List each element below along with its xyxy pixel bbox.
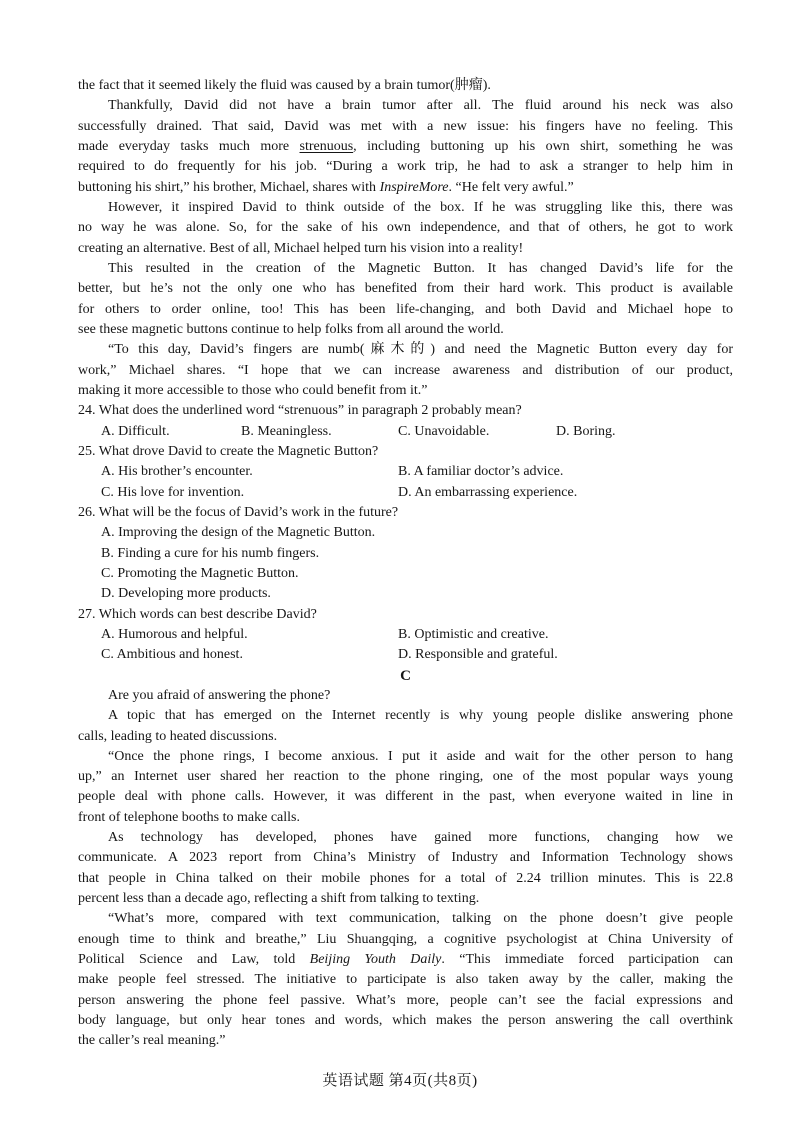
text-segment: Political Science and Law, told — [78, 952, 310, 968]
question-text: Which words can best describe David? — [98, 606, 317, 622]
text-line: that people in China talked on their mobile phones for a total of 2.24 trillion minutes. This is 22.8 — [78, 870, 733, 886]
text-line: communicate. A 2023 report from China’s Ministry of Industry and Information Technology shows — [78, 850, 733, 866]
text-line: A topic that has emerged on the Internet recently is why young people dislike answering phone — [108, 708, 733, 724]
option-b: B. Finding a cure for his numb fingers. — [101, 545, 320, 561]
paragraph — [78, 686, 733, 706]
passage-c — [78, 666, 733, 1052]
text-line: This resulted in the creation of the Magnetic Button. It has changed David’s life for the — [108, 260, 733, 276]
text-line: “What’s more, compared with text communication, talking on the phone doesn’t give people — [108, 911, 733, 927]
text-line: see these magnetic buttons continue to help folks from all around the world. — [78, 321, 504, 337]
question-stem — [78, 503, 733, 523]
page-footer: 英语试题 第4页(共8页) — [322, 1073, 478, 1089]
question-number: 27. — [78, 606, 96, 622]
text-line: people deal with phone calls. However, it was different in the past, when everyone waited in line in — [78, 789, 733, 805]
underlined-word: strenuous — [299, 138, 354, 154]
text-segment: , including buttoning up his own shirt, something he was — [353, 138, 733, 154]
option-d: D. Boring. — [556, 423, 616, 439]
question-number: 26. — [78, 504, 96, 520]
passage-b — [78, 76, 733, 401]
text-line: enough time to think and breathe,” Liu Shuangqing, a cognitive psychologist at China University of — [78, 931, 733, 947]
paragraph — [78, 340, 733, 401]
option-d: D. Responsible and grateful. — [398, 647, 558, 663]
text-line: person answering the phone feel passive. What’s more, people can’t see the facial expressions and — [78, 992, 733, 1008]
text-line: creating an alternative. Best of all, Michael helped turn his vision into a reality! — [78, 240, 524, 256]
question-27 — [78, 605, 733, 666]
text-line: better, but he’s not the only one who has benefited from their hard work. This product is available — [78, 281, 733, 297]
question-list — [78, 401, 733, 665]
text-line: Are you afraid of answering the phone? — [108, 687, 331, 703]
text-segment: made everyday tasks much more — [78, 138, 300, 154]
option-b: B. A familiar doctor’s advice. — [398, 464, 564, 480]
section-label: C — [400, 667, 411, 684]
text-line: As technology has developed, phones have gained more functions, changing how we — [108, 830, 733, 846]
paragraph — [78, 747, 733, 828]
question-stem — [78, 401, 733, 421]
option-a: A. His brother’s encounter. — [101, 464, 253, 480]
italic-source-name: InspireMore — [379, 179, 449, 195]
paragraph — [78, 76, 733, 96]
text-line: the caller’s real meaning.” — [78, 1033, 226, 1049]
text-line: “Once the phone rings, I become anxious. I put it aside and wait for the other person to hang — [108, 748, 733, 764]
question-text: What drove David to create the Magnetic Button? — [98, 443, 379, 459]
italic-source-name: Beijing Youth Daily — [309, 952, 442, 968]
text-segment: buttoning his shirt,” his brother, Michael, shares with — [78, 179, 380, 195]
paragraph — [78, 909, 733, 1051]
question-stem — [78, 442, 733, 462]
option-b: B. Meaningless. — [241, 423, 332, 439]
option-c: C. Promoting the Magnetic Button. — [101, 565, 299, 581]
question-26 — [78, 503, 733, 605]
option-d: D. An embarrassing experience. — [398, 484, 578, 500]
question-24 — [78, 401, 733, 442]
text-segment: . “He felt very awful.” — [448, 179, 574, 195]
text-line: However, it inspired David to think outside of the box. If he was struggling like this, there was — [108, 199, 733, 215]
paragraph — [78, 259, 733, 340]
option-c: C. Ambitious and honest. — [101, 647, 243, 663]
text-line: required to do frequently for his job. “During a work trip, he had to ask a stranger to help him in — [78, 159, 733, 175]
text-line: successfully drained. That said, David was met with a new issue: his fingers have no feeling. This — [78, 118, 733, 134]
options-row — [78, 645, 733, 665]
text-line: no way he was alone. So, for the sake of his own independence, and that of others, he got to work — [78, 220, 733, 236]
text-line: the fact that it seemed likely the fluid was caused by a brain tumor(肿瘤). — [78, 78, 491, 93]
option-c: C. His love for invention. — [101, 484, 245, 500]
question-text: What will be the focus of David’s work in the future? — [98, 504, 399, 520]
options-row — [78, 422, 733, 442]
text-line: for others to order online, too! This has been life-changing, and both David and Michael hope to — [78, 301, 733, 317]
text-line: percent less than a decade ago, reflecting a shift from talking to texting. — [78, 891, 480, 907]
option-b: B. Optimistic and creative. — [398, 626, 549, 642]
text-line: up,” an Internet user shared her reaction to the phone ringing, one of the most popular ways young — [78, 769, 733, 785]
option-a: A. Humorous and helpful. — [101, 626, 248, 642]
options-row — [78, 625, 733, 645]
text-segment: . “This immediate forced participation can — [441, 952, 734, 968]
paragraph — [78, 198, 733, 259]
text-line: body language, but only hear tones and words, which makes the person answering the call overthink — [78, 1013, 733, 1029]
text-line: Thankfully, David did not have a brain tumor after all. The fluid around his neck was also — [108, 98, 733, 114]
text-line: calls, leading to heated discussions. — [78, 728, 278, 744]
options-row — [78, 462, 733, 482]
text-line: make people feel stressed. The initiative to participate is also taken away by the caller, making the — [78, 972, 733, 988]
text-line: front of telephone booths to make calls. — [78, 809, 300, 825]
question-stem — [78, 605, 733, 625]
paragraph — [78, 828, 733, 909]
text-line — [78, 950, 733, 970]
option-d: D. Developing more products. — [101, 586, 271, 602]
text-line — [78, 178, 733, 198]
page-body — [78, 76, 733, 1052]
text-line: “To this day, David’s fingers are numb(麻木的) and need the Magnetic Button every day for — [108, 342, 733, 358]
option-a: A. Difficult. — [101, 423, 170, 439]
paragraph — [78, 96, 733, 198]
question-25 — [78, 442, 733, 503]
text-line: work,” Michael shares. “I hope that we can increase awareness and distribution of our product, — [78, 362, 733, 378]
text-line: making it more accessible to those who could benefit from it.” — [78, 382, 428, 398]
option-a: A. Improving the design of the Magnetic Button. — [101, 525, 376, 541]
question-text: What does the underlined word “strenuous” in paragraph 2 probably mean? — [98, 403, 522, 419]
options-row — [78, 483, 733, 503]
question-number: 25. — [78, 443, 96, 459]
text-line — [78, 137, 733, 157]
question-number: 24. — [78, 403, 96, 419]
option-c: C. Unavoidable. — [398, 423, 490, 439]
paragraph — [78, 706, 733, 747]
